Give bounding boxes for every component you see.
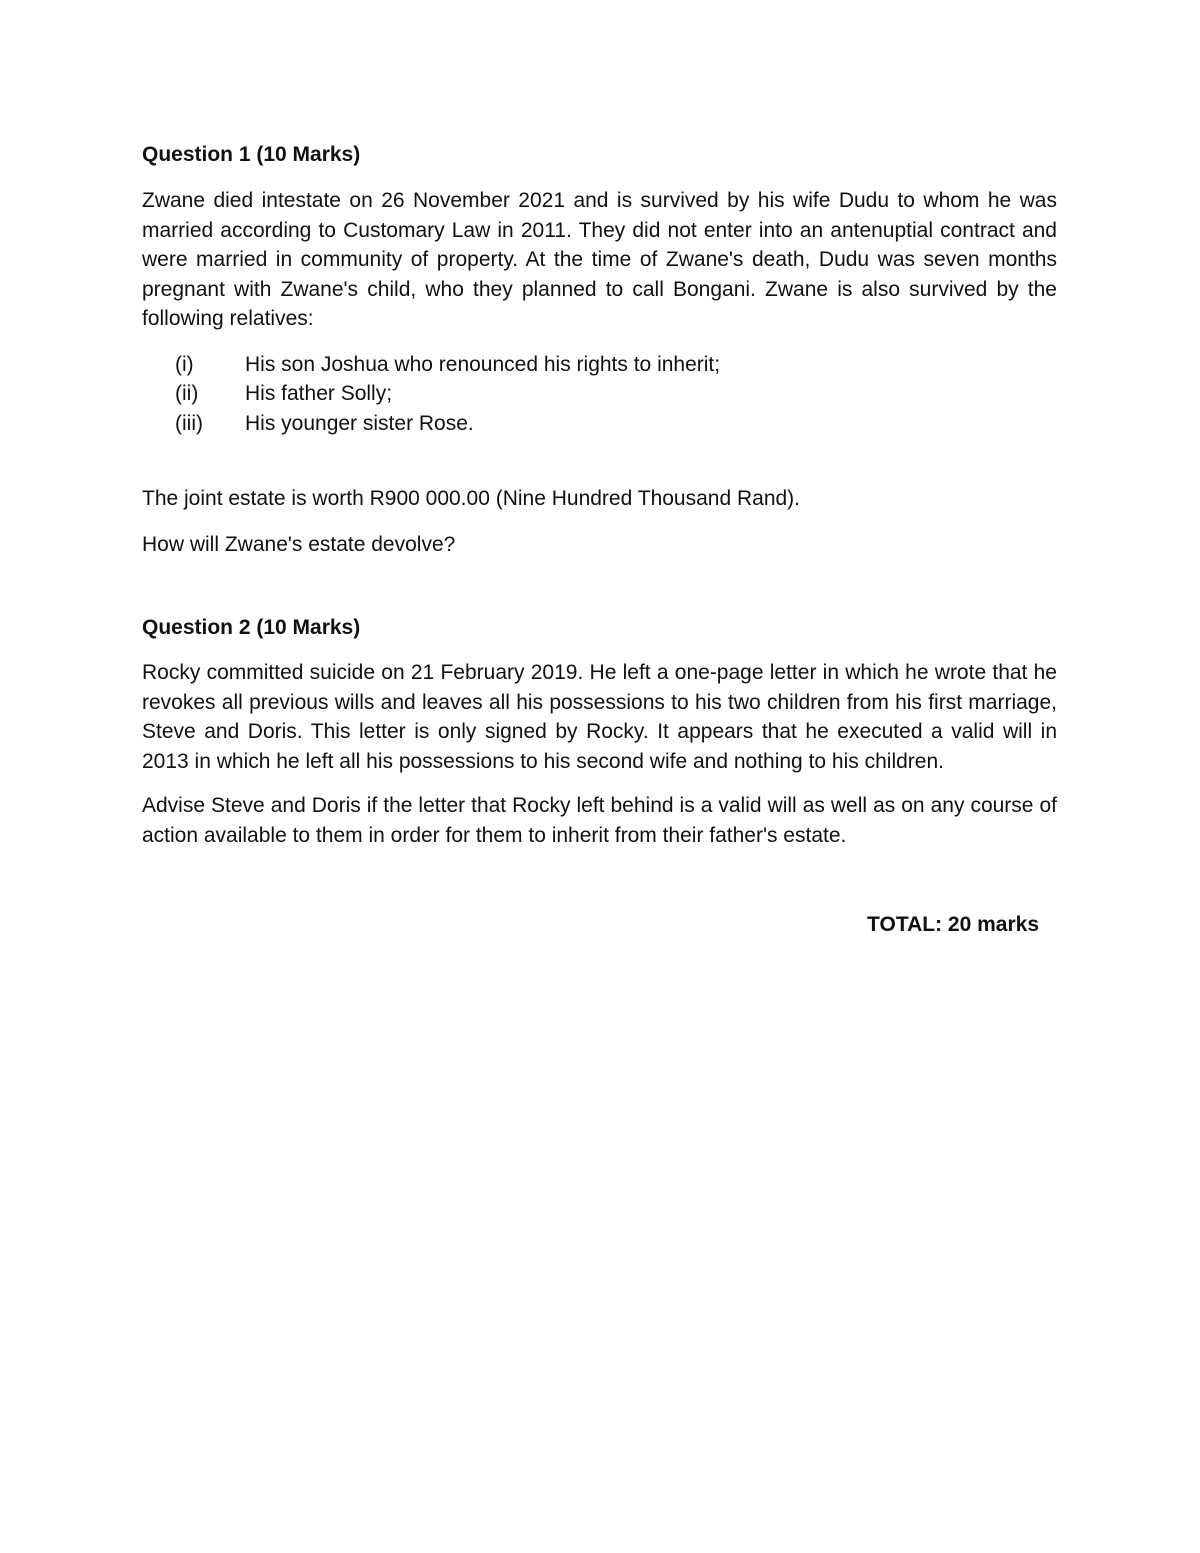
document-page bbox=[142, 140, 1057, 940]
list-item bbox=[142, 379, 1057, 409]
list-item bbox=[142, 350, 1057, 380]
estate-value-text: The joint estate is worth R900 000.00 (Nine Hundred Thousand Rand). bbox=[142, 487, 801, 510]
question-1-paragraph: Zwane died intestate on 26 November 2021 and is survived by his wife Dudu to whom he was married according to Customary Law in 2011. They did not enter into an antenuptial contract and were married in community of property. At the time of Zwane's death, Dudu was seven months pregnant with Zwane's child, who they planned to call Bongani. Zwane is also survived by the following relatives: bbox=[142, 189, 1057, 330]
question-1-prompt: How will Zwane's estate devolve? bbox=[142, 532, 456, 556]
list-marker: (ii) bbox=[175, 382, 199, 405]
list-marker: (iii) bbox=[175, 411, 203, 435]
question-1-heading: Question 1 (10 Marks) bbox=[142, 143, 361, 166]
total-marks: TOTAL: 20 marks bbox=[867, 913, 1039, 936]
relatives-list bbox=[142, 350, 1057, 439]
question-2-paragraph-2: Advise Steve and Doris if the letter that Rocky left behind is a valid will as well as on any course of action available to them in order for them to inherit from their father's estate. bbox=[142, 794, 1057, 847]
list-item-text: His son Joshua who renounced his rights to inherit; bbox=[245, 352, 721, 376]
question-2-paragraph-1: Rocky committed suicide on 21 February 2019. He left a one-page letter in which he wrote that he revokes all previous wills and leaves all his possessions to his two children from his first marriage, Steve and Doris. This letter is only signed by Rocky. It appears that he executed a valid will in 2013 in which he left all his possessions to his second wife and nothing to his children. bbox=[142, 661, 1057, 773]
list-item-text: His father Solly; bbox=[245, 382, 393, 405]
question-2-heading: Question 2 (10 Marks) bbox=[142, 616, 361, 639]
list-item bbox=[142, 409, 1057, 439]
list-item-text: His younger sister Rose. bbox=[245, 411, 474, 435]
list-marker: (i) bbox=[175, 352, 194, 376]
